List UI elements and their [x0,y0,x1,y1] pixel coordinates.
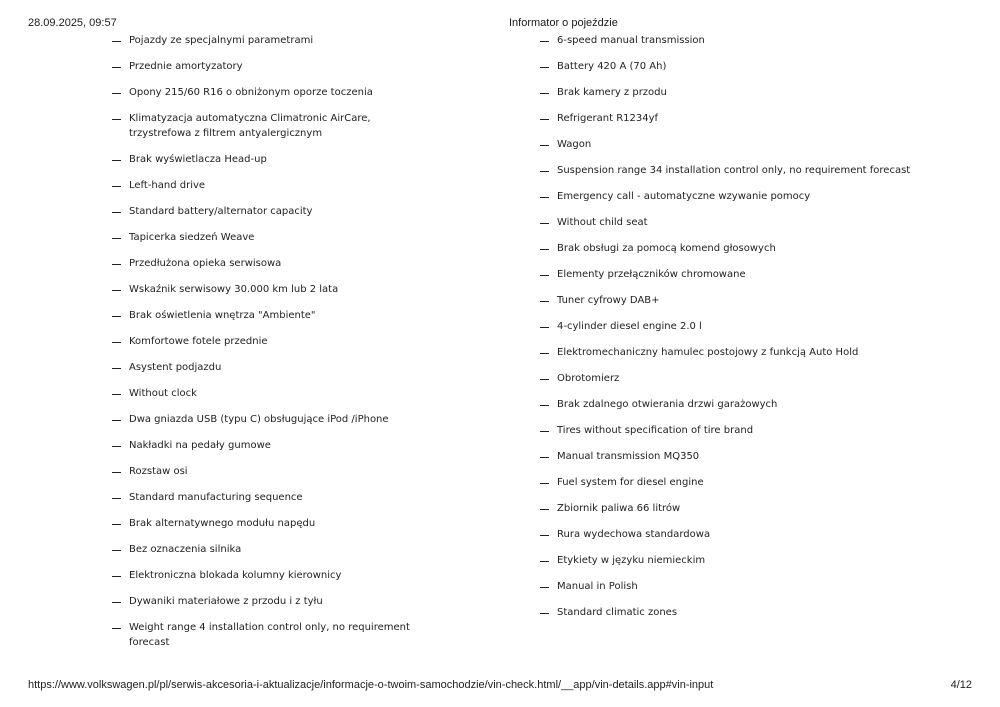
list-item-label: Battery 420 A (70 Ah) [557,61,667,72]
list-item [112,386,502,401]
dash-bullet-icon [540,223,549,224]
list-item [112,33,502,48]
dash-bullet-icon [112,472,121,473]
list-item-label: Tires without specification of tire brand [557,425,754,436]
list-item-label: Brak zdalnego otwierania drzwi garażowych [557,399,778,410]
list-item-label: Przednie amortyzatory [129,61,243,72]
list-item [540,371,950,386]
print-datetime: 28.09.2025, 09:57 [28,17,117,29]
dash-bullet-icon [540,483,549,484]
page-title: Informator o pojeździe [509,17,618,29]
list-item-label: Obrotomierz [557,373,620,384]
dash-bullet-icon [112,576,121,577]
list-item-label: Nakładki na pedały gumowe [129,440,271,451]
dash-bullet-icon [540,431,549,432]
list-item [540,85,950,100]
footer-url: https://www.volkswagen.pl/pl/serwis-akcesoria-i-aktualizacje/informacje-o-twoim-samochodzie/vin-check.html/__app/vin-details.app#vin-input [28,679,714,691]
list-item-label: 6-speed manual transmission [557,35,705,46]
list-item-label: Zbiornik paliwa 66 litrów [557,503,681,514]
list-item-label: Wagon [557,139,592,150]
list-item [112,59,502,74]
list-item-label: Opony 215/60 R16 o obniżonym oporze toczenia [129,87,373,98]
dash-bullet-icon [540,613,549,614]
list-item [112,178,502,193]
list-item-label: Standard battery/alternator capacity [129,206,313,217]
list-item [540,33,950,48]
list-item-label: Manual transmission MQ350 [557,451,700,462]
list-item-label: Komfortowe fotele przednie [129,336,268,347]
list-item [112,490,502,505]
dash-bullet-icon [540,171,549,172]
list-item [540,475,950,490]
dash-bullet-icon [540,327,549,328]
dash-bullet-icon [112,446,121,447]
list-item [540,267,950,282]
list-item-label: Standard climatic zones [557,607,678,618]
list-item-label: Brak wyświetlacza Head-up [129,154,267,165]
list-item [540,215,950,230]
list-item-label: Wskaźnik serwisowy 30.000 km lub 2 lata [129,284,339,295]
list-item-label: Manual in Polish [557,581,638,592]
dash-bullet-icon [112,602,121,603]
dash-bullet-icon [540,145,549,146]
list-item [112,308,502,323]
list-item [540,605,950,620]
list-item [112,568,502,583]
list-item [540,579,950,594]
list-item-label: Tuner cyfrowy DAB+ [557,295,660,306]
list-item-label: Dwa gniazda USB (typu C) obsługujące iPod /iPhone [129,414,389,425]
dash-bullet-icon [540,301,549,302]
list-item [112,256,502,271]
list-item [540,189,950,204]
list-item [112,438,502,453]
list-item [112,620,502,650]
dash-bullet-icon [540,67,549,68]
page-number: 4/12 [950,679,972,691]
list-item-label: Etykiety w języku niemieckim [557,555,706,566]
dash-bullet-icon [540,119,549,120]
dash-bullet-icon [540,93,549,94]
dash-bullet-icon [112,93,121,94]
list-item-label: Standard manufacturing sequence [129,492,303,503]
list-item-label: Klimatyzacja automatyczna Climatronic AirCare, trzystrefowa z filtrem antyalergicznym [129,113,371,139]
list-item-label: Dywaniki materiałowe z przodu i z tyłu [129,596,323,607]
list-item [540,345,950,360]
left-equipment-list [112,33,502,661]
list-item-label: Elementy przełączników chromowane [557,269,746,280]
dash-bullet-icon [540,535,549,536]
dash-bullet-icon [540,353,549,354]
list-item [112,204,502,219]
dash-bullet-icon [540,457,549,458]
list-item-label: Brak oświetlenia wnętrza "Ambiente" [129,310,316,321]
list-item [540,527,950,542]
dash-bullet-icon [112,290,121,291]
list-item-label: 4-cylinder diesel engine 2.0 l [557,321,702,332]
list-item [112,360,502,375]
list-item [540,319,950,334]
list-item [112,594,502,609]
list-item-label: Left-hand drive [129,180,206,191]
list-item [540,553,950,568]
list-item [540,137,950,152]
dash-bullet-icon [112,41,121,42]
dash-bullet-icon [112,550,121,551]
dash-bullet-icon [112,628,121,629]
dash-bullet-icon [112,368,121,369]
list-item-label: Brak alternatywnego modułu napędu [129,518,316,529]
list-item [540,423,950,438]
dash-bullet-icon [540,379,549,380]
dash-bullet-icon [540,509,549,510]
dash-bullet-icon [540,561,549,562]
list-item-label: Weight range 4 installation control only, no requirement forecast [129,622,410,648]
dash-bullet-icon [112,186,121,187]
list-item [112,230,502,245]
list-item-label: Elektromechaniczny hamulec postojowy z funkcją Auto Hold [557,347,859,358]
dash-bullet-icon [112,316,121,317]
list-item-label: Without child seat [557,217,648,228]
dash-bullet-icon [112,67,121,68]
dash-bullet-icon [112,238,121,239]
list-item [540,397,950,412]
list-item-label: Pojazdy ze specjalnymi parametrami [129,35,314,46]
list-item-label: Rura wydechowa standardowa [557,529,711,540]
list-item-label: Bez oznaczenia silnika [129,544,242,555]
dash-bullet-icon [540,275,549,276]
list-item-label: Without clock [129,388,197,399]
list-item-label: Tapicerka siedzeń Weave [129,232,255,243]
list-item [540,449,950,464]
dash-bullet-icon [540,587,549,588]
list-item-label: Emergency call - automatyczne wzywanie pomocy [557,191,811,202]
list-item-label: Brak kamery z przodu [557,87,667,98]
list-item [112,412,502,427]
dash-bullet-icon [112,212,121,213]
list-item [112,516,502,531]
list-item [112,152,502,167]
dash-bullet-icon [112,498,121,499]
list-item-label: Przedłużona opieka serwisowa [129,258,282,269]
list-item [540,163,950,178]
dash-bullet-icon [112,524,121,525]
list-item [540,59,950,74]
list-item [540,501,950,516]
dash-bullet-icon [540,405,549,406]
list-item [540,241,950,256]
list-item [540,293,950,308]
list-item [112,282,502,297]
dash-bullet-icon [112,119,121,120]
dash-bullet-icon [112,264,121,265]
list-item-label: Suspension range 34 installation control only, no requirement forecast [557,165,911,176]
dash-bullet-icon [540,41,549,42]
dash-bullet-icon [112,394,121,395]
list-item-label: Refrigerant R1234yf [557,113,659,124]
list-item [112,85,502,100]
dash-bullet-icon [540,249,549,250]
list-item-label: Fuel system for diesel engine [557,477,704,488]
list-item-label: Rozstaw osi [129,466,188,477]
list-item [540,111,950,126]
dash-bullet-icon [112,420,121,421]
list-item [112,111,502,141]
right-equipment-list [540,33,950,631]
list-item-label: Elektroniczna blokada kolumny kierownicy [129,570,342,581]
list-item [112,542,502,557]
dash-bullet-icon [540,197,549,198]
list-item [112,464,502,479]
list-item-label: Brak obsługi za pomocą komend głosowych [557,243,776,254]
list-item [112,334,502,349]
dash-bullet-icon [112,160,121,161]
list-item-label: Asystent podjazdu [129,362,222,373]
dash-bullet-icon [112,342,121,343]
